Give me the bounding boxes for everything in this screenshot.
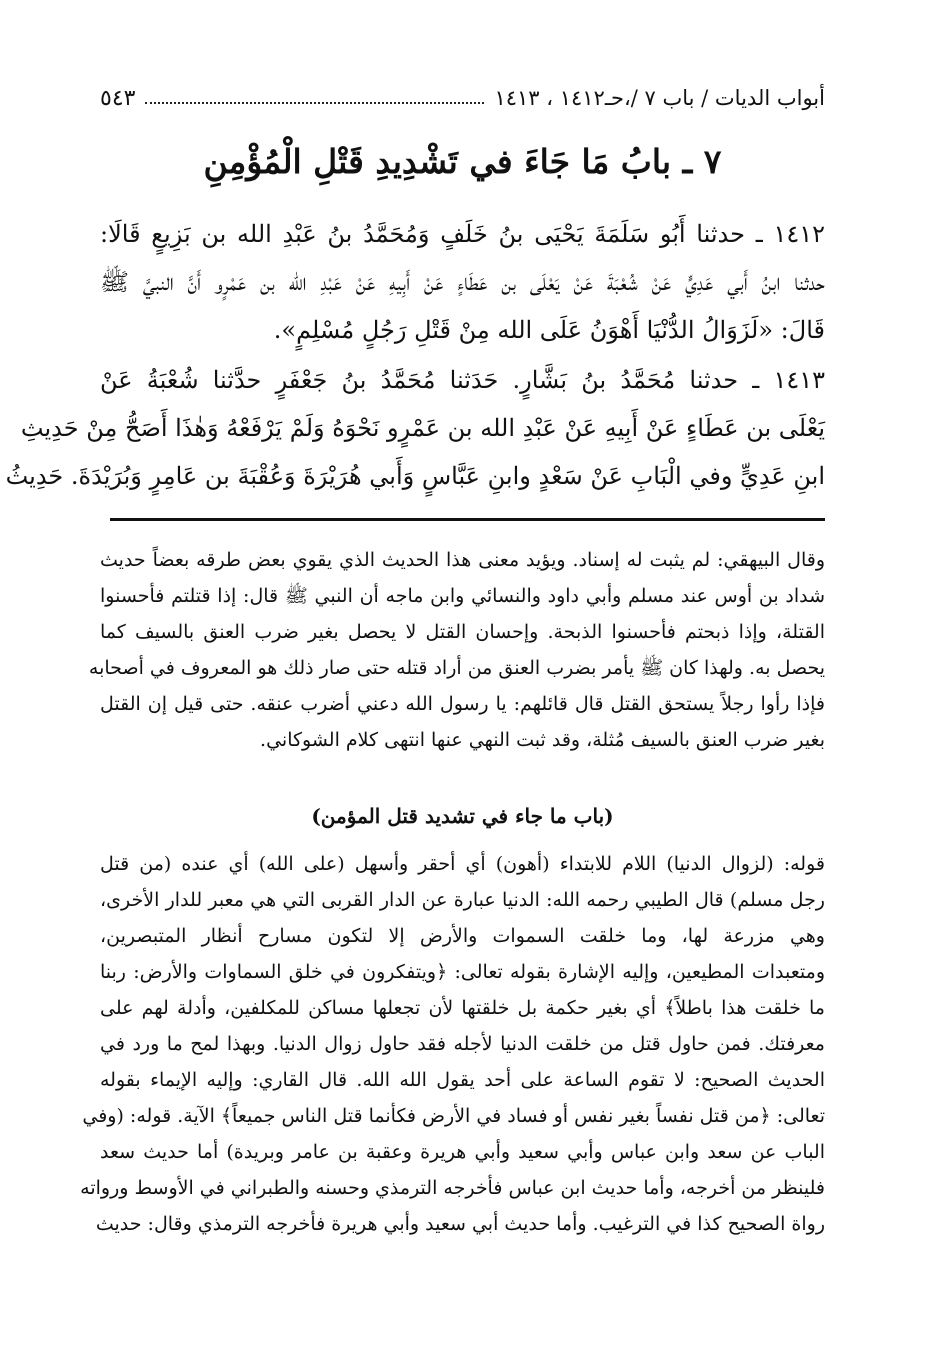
commentary-line: بغير ضرب العنق بالسيف مُثلة، وقد ثبت النهي عنها انتهى كلام الشوكاني. bbox=[260, 729, 825, 751]
commentary-line: قوله: (لزوال الدنيا) اللام للابتداء (أهون) أي أحقر وأسهل (على الله) أي عنده (من قتل bbox=[100, 853, 825, 875]
commentary-line: تعالى: ﴿من قتل نفساً بغير نفس أو فساد في الأرض فكأنما قتل الناس جميعاً﴾ الآية. قوله: (وفي bbox=[82, 1105, 825, 1127]
commentary-line: الباب عن سعد وابن عباس وأبي سعيد وأبي هريرة وعقبة بن عامر وبريدة) أما حديث سعد bbox=[100, 1141, 825, 1163]
hadith-line: يَعْلَى بن عَطَاءٍ عَنْ أَبِيهِ عَنْ عَبْدِ الله بن عَمْرٍو نَحْوَهُ وَلَمْ يَرْفَعْهُ وَهٰذَا أَصَحُّ مِنْ حَدِيثِ bbox=[20, 414, 825, 442]
commentary-bottom bbox=[80, 846, 825, 1242]
hadith-line: ابنِ عَدِيٍّ وفي الْبَابِ عَنْ سَعْدٍ وابنِ عَبَّاسٍ وَأَبي هُرَيْرَةَ وَعُقْبَةَ بن عَامِرٍ وَبُرَيْدَةَ. حَدِيثُ bbox=[5, 462, 825, 490]
commentary-line: الحديث الصحيح: لا تقوم الساعة على أحد يقول الله الله. قال القاري: وإليه الإيماء بقوله bbox=[100, 1069, 825, 1091]
page-number: ٥٤٣ bbox=[100, 85, 136, 111]
hadith-line: قَالَ: «لَزَوَالُ الدُّنْيَا أَهْوَنُ عَلَى الله مِنْ قَتْلِ رَجُلٍ مُسْلِمٍ». bbox=[273, 316, 825, 344]
commentary-line: فلينظر من أخرجه، وأما حديث ابن عباس فأخرجه الترمذي وحسنه والطبراني في الأوسط ورواته bbox=[80, 1177, 825, 1199]
commentary-line: رجل مسلم) قال الطيبي رحمه الله: الدنيا عبارة عن الدار القربى التي هي معبر للدار الأخرى، bbox=[100, 889, 825, 911]
dotted-leader bbox=[145, 102, 484, 104]
section-divider bbox=[110, 518, 825, 521]
commentary-line: فإذا رأوا رجلاً يستحق القتل قال قائلهم: يا رسول الله دعني أضرب عنقه. حتى قيل إن القتل bbox=[100, 693, 825, 715]
commentary-line: يحصل به. ولهذا كان ﷺ يأمر بضرب العنق من أراد قتله حتى صار ذلك هو المعروف في أصحابه bbox=[88, 657, 825, 679]
commentary-line: القتلة، وإذا ذبحتم فأحسنوا الذبحة. وإحسان القتل لا يحصل بغير ضرب العنق بالسيف كما bbox=[100, 621, 825, 643]
commentary-line: شداد بن أوس عند مسلم وأبي داود والنسائي وابن ماجه أن النبي ﷺ قال: إذا قتلتم فأحسنوا bbox=[100, 585, 825, 607]
commentary-line: وهي مزرعة لها، وما خلقت السموات والأرض إلا لتكون مسارح أنظار المتبصرين، bbox=[100, 925, 825, 947]
running-title: أبواب الديات / باب ٧ /،حـ١٤١٢ ، ١٤١٣ bbox=[494, 86, 825, 110]
commentary-line: ما خلقت هذا باطلاً﴾ أي بغير حكمة بل خلقتها لأن تجعلها مساكن للمكلفين، وأدلة لهم على bbox=[100, 997, 825, 1019]
commentary-heading: (باب ما جاء في تشديد قتل المؤمن) bbox=[311, 804, 614, 828]
hadith-line: ١٤١٢ ـ حدثنا أَبُو سَلَمَةَ يَحْيَى بنُ خَلَفٍ وَمُحَمَّدُ بنُ عَبْدِ الله بن بَزِيعٍ قَالَا: bbox=[100, 220, 825, 248]
chapter-title: ٧ ـ بابُ مَا جَاءَ في تَشْدِيدِ قَتْلِ الْمُؤْمِنِ bbox=[203, 142, 722, 181]
hadith-line: ١٤١٣ ـ حدثنا مُحَمَّدُ بنُ بَشَّارٍ. حَدَثنا مُحَمَّدُ بنُ جَعْفَرٍ حدَّثنا شُعْبَةُ عَنْ bbox=[100, 366, 825, 394]
hadith-1412 bbox=[100, 210, 825, 354]
commentary-line: وقال البيهقي: لم يثبت له إسناد. ويؤيد معنى هذا الحديث الذي يقوي بعض طرقه بعضاً حديث bbox=[100, 549, 825, 571]
hadith-1413 bbox=[5, 356, 825, 500]
commentary-line: معرفتك. فمن حاول قتل من خلقت الدنيا لأجله فقد حاول زوال الدنيا. وبهذا لمح ما ورد في bbox=[100, 1033, 825, 1055]
running-header bbox=[100, 80, 825, 116]
commentary-top bbox=[88, 542, 825, 758]
commentary-line: ومتعبدات المطيعين، وإليه الإشارة بقوله تعالى: ﴿ويتفكرون في خلق السماوات والأرض: ربنا bbox=[100, 961, 825, 983]
hadith-line: حدثنا ابنُ أَبي عَدِيٍّ عَنْ شُعْبَةَ عَنْ يَعْلَى بن عَطَاءٍ عَنْ أَبِيهِ عَنْ عَبْدِ الله بن عَمْرٍو أَنَّ النبيَّ ﷺ bbox=[100, 268, 825, 296]
commentary-line: رواة الصحيح كذا في الترغيب. وأما حديث أبي سعيد وأبي هريرة فأخرجه الترمذي وقال: حديث bbox=[95, 1213, 825, 1235]
